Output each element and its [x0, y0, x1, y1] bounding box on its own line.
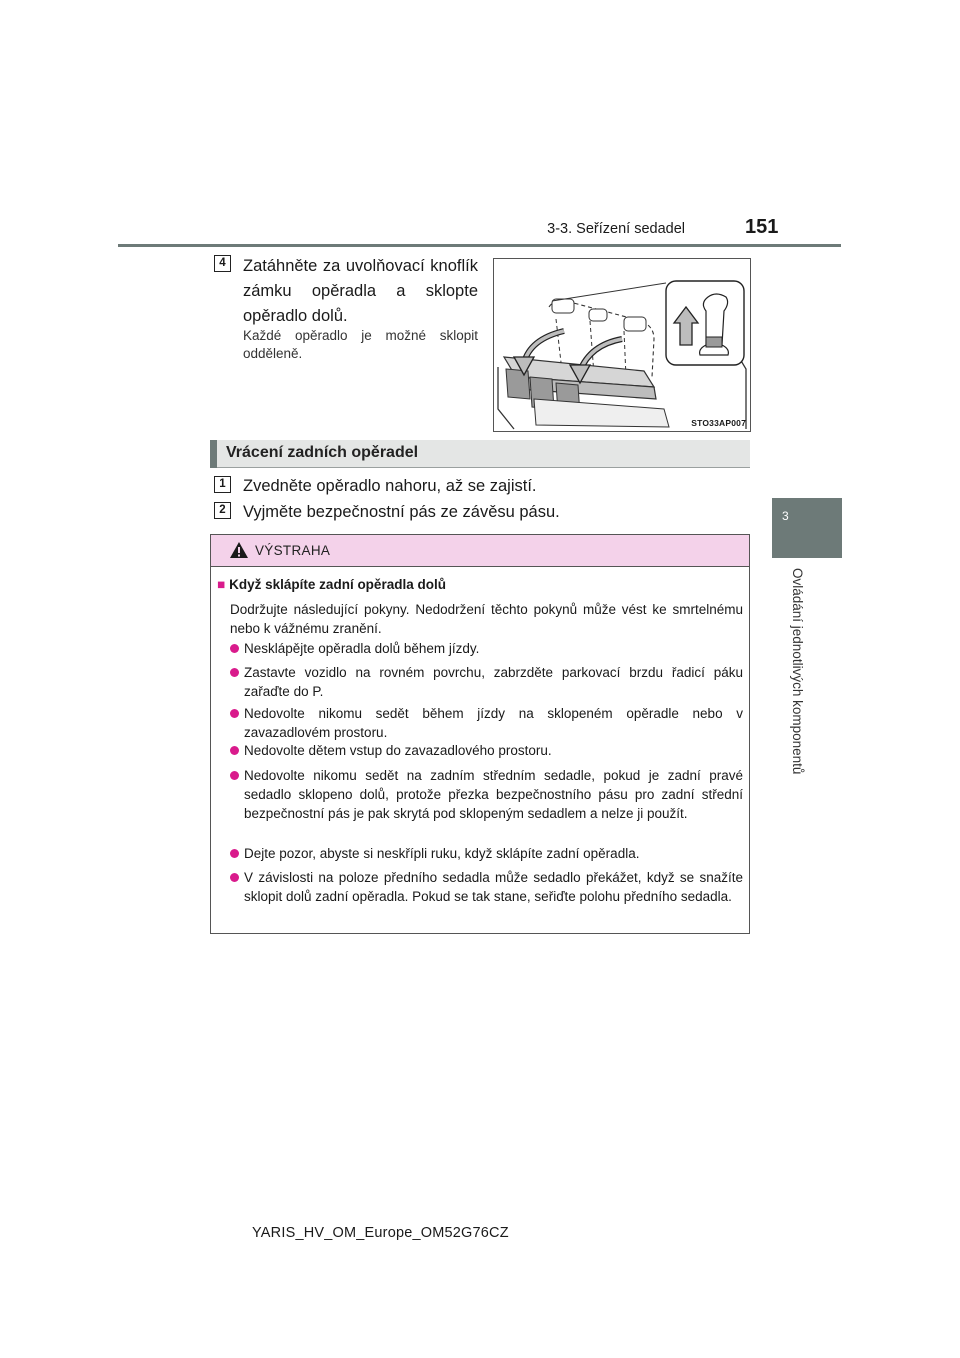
warning-intro: Dodržujte následující pokyny. Nedodržení těchto pokynů může vést ke smrtelnému nebo k vážnému zranění. [230, 602, 743, 636]
warning-label: VÝSTRAHA [255, 543, 331, 558]
warning-item [230, 663, 743, 701]
warning-item-text: Dejte pozor, abyste si neskřípli ruku, když sklápíte zadní opěradla. [244, 846, 640, 861]
warning-item-text: Nedovolte nikomu sedět na zadním středním sedadle, pokud je zadní pravé sedadlo sklopeno dolů, protože přezka bezpečnostního pásu pro zadní střední bezpečnostní pás je pak skrytá pod sklopeným sedadlem a nelze ji použít. [244, 768, 743, 821]
step-badge-1: 1 [214, 476, 231, 493]
step-4-note: Každé opěradlo je možné sklopit odděleně. [243, 328, 478, 361]
warning-item [230, 741, 743, 760]
figure-code: STO33AP007 [691, 418, 746, 428]
warning-item-text: Nedovolte dětem vstup do zavazadlového prostoru. [244, 743, 552, 758]
page-number: 151 [745, 216, 779, 238]
warning-item [230, 766, 743, 823]
bullet-dot-icon [230, 873, 239, 882]
warning-item-text: Zastavte vozidlo na rovném povrchu, zabrzděte parkovací brzdu řadicí páku zařaďte do P. [244, 665, 743, 699]
warning-header [211, 535, 749, 567]
seat-fold-illustration [493, 258, 751, 432]
warning-item [230, 844, 743, 863]
bullet-dot-icon [230, 668, 239, 677]
square-bullet-icon: ■ [217, 577, 226, 592]
warning-triangle-icon [229, 541, 249, 559]
header-section-title: 3-3. Seřízení sedadel [547, 221, 685, 237]
chapter-number: 3 [782, 509, 789, 523]
step-badge-2: 2 [214, 502, 231, 519]
seat-fold-drawing [494, 259, 750, 431]
section-heading [210, 440, 750, 468]
warning-item [230, 868, 743, 906]
bullet-dot-icon [230, 849, 239, 858]
warning-item-text: V závislosti na poloze předního sedadla může sedadlo překážet, když se snažíte sklopit dolů zadní opěradla. Pokud se tak stane, seřiďte polohu předního sedadla. [244, 870, 743, 904]
warning-item-text: Nedovolte nikomu sedět během jízdy na sklopeném opěradle nebo v zavazadlovém prostoru. [244, 706, 743, 740]
warning-subtitle-text: Když sklápíte zadní opěradla dolů [229, 577, 446, 592]
chapter-tab [772, 498, 842, 558]
step-badge-4: 4 [214, 255, 231, 272]
chapter-title: Ovládání jednotlivých komponentů [790, 568, 805, 775]
warning-box [210, 534, 750, 934]
step-2-text: Vyjměte bezpečnostní pás ze závěsu pásu. [243, 503, 560, 521]
footer-doc-id: YARIS_HV_OM_Europe_OM52G76CZ [252, 1225, 509, 1241]
warning-item-text: Nesklápějte opěradla dolů během jízdy. [244, 641, 480, 656]
section-title: Vrácení zadních opěradel [226, 444, 419, 461]
step-4-text: Zatáhněte za uvolňovací knoflík zámku opěradla a sklopte opěradlo dolů. [243, 257, 478, 325]
warning-subtitle [217, 577, 446, 592]
bullet-dot-icon [230, 709, 239, 718]
warning-item [230, 639, 743, 658]
step-1-text: Zvedněte opěradlo nahoru, až se zajistí. [243, 477, 537, 495]
bullet-dot-icon [230, 746, 239, 755]
bullet-dot-icon [230, 771, 239, 780]
section-accent [210, 440, 217, 468]
header-rule [118, 244, 841, 247]
bullet-dot-icon [230, 644, 239, 653]
warning-item [230, 704, 743, 742]
